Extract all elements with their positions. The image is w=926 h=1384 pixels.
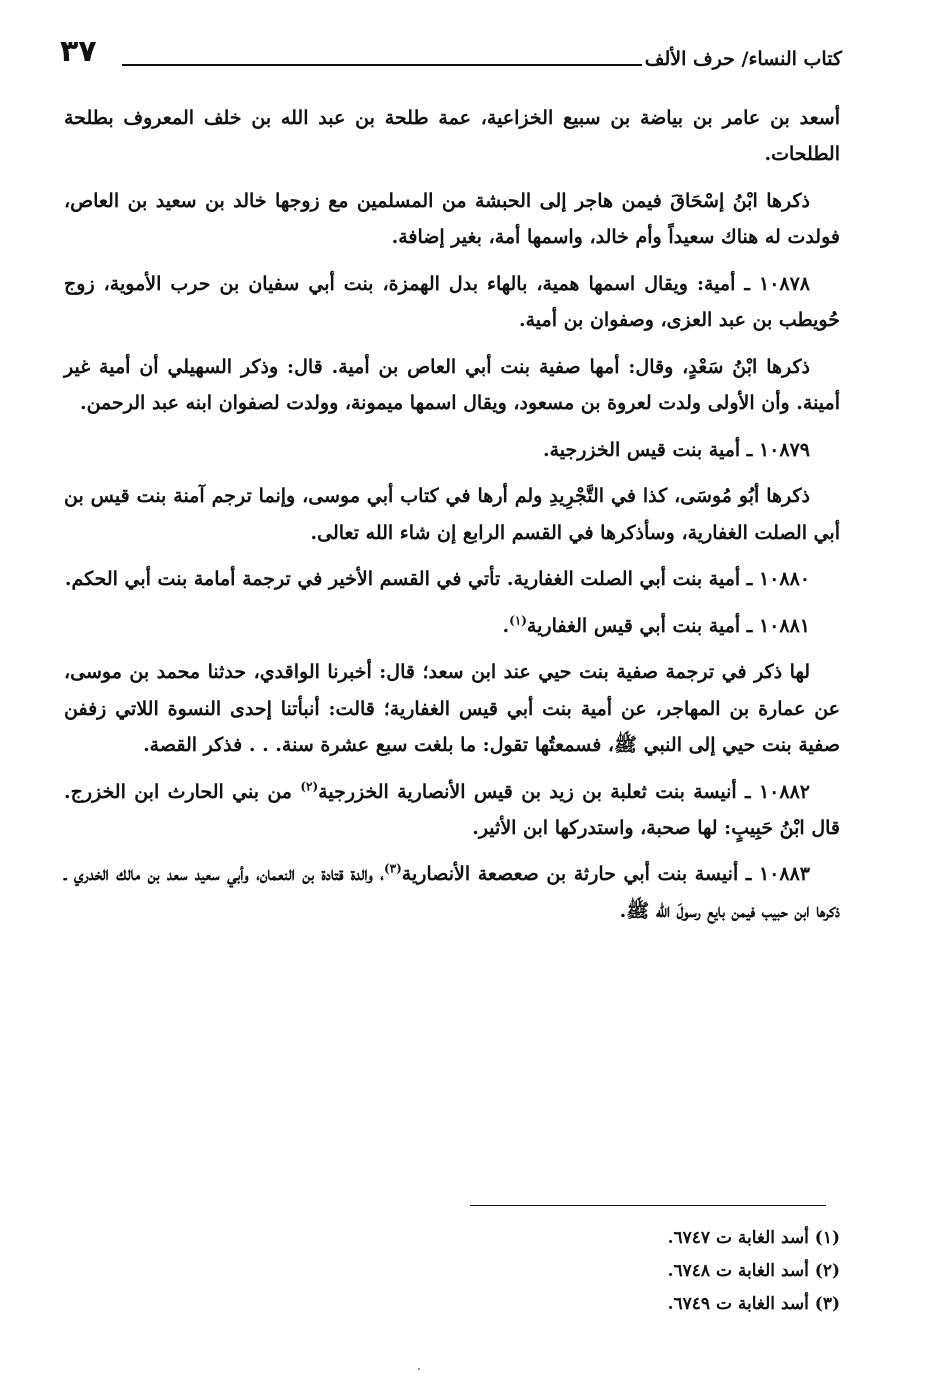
footnote-ref: (٢) (300, 779, 319, 794)
footnote-ref: (٣) (383, 862, 402, 877)
paragraph (64, 183, 840, 256)
entry-10883 (64, 856, 840, 929)
page-number: ٣٧ (60, 34, 97, 69)
entry-text: ، والدة قتادة بن النعمان، وأبي سعيد سعد بن مالك الخدري ـ ذكرها ابن حبيب فيمن بايع رسولَ الله ﷺ. (64, 863, 840, 922)
entry-10880 (64, 561, 840, 597)
footnote-ref: (١) (509, 613, 527, 628)
entry-heading: ١٠٨٨٣ ـ أنيسة بنت أبي حارثة بن صعصعة الأنصارية (401, 863, 810, 886)
footnote-1: (١) أسد الغابة ت ٦٧٤٧. (667, 1228, 840, 1248)
header-rule (122, 64, 642, 66)
paragraph-text: ذكرها ابْنُ سَعْدٍ، وقال: أمها صفية بنت أبي العاص بن أمية. قال: وذكر السهيلي أن أمية غير أمينة. وأن الأولى ولدت لعروة بن مسعود، ويقال اسمها ميمونة، وولدت لصفوان ابنه عبد الرحمن. (64, 355, 840, 415)
body-text (64, 100, 840, 939)
paragraph (64, 654, 840, 763)
page-header (60, 34, 842, 74)
scan-speck (418, 1368, 420, 1370)
entry-10882 (64, 774, 840, 847)
entry-10879 (64, 432, 840, 468)
entry-heading: ١٠٨٧٨ ـ أمية: (696, 272, 811, 295)
paragraph (64, 349, 840, 422)
entry-heading: ١٠٨٧٩ ـ أمية بنت قيس الخزرجية. (542, 438, 810, 461)
paragraph-text: أسعد بن عامر بن بياضة بن سبيع الخزاعية، عمة طلحة بن عبد الله بن خلف المعروف بطلحة الطلحات. (64, 107, 840, 166)
entry-10878 (64, 266, 840, 339)
footnote-2: (٢) أسد الغابة ت ٦٧٤٨. (667, 1261, 840, 1282)
entry-text: . (502, 614, 510, 637)
footnotes (64, 1222, 840, 1321)
entry-text: ويقال اسمها همية، بالهاء بدل الهمزة، بنت أبي سفيان بن حرب الأموية، زوج حُويطب بن عبد العزى، وصفوان بن أمية. (64, 272, 840, 332)
paragraph-text: لها ذكر في ترجمة صفية بنت حيي عند ابن سعد؛ قال: أخبرنا الواقدي، حدثنا محمد بن موسى، عن عمارة بن المهاجر، عن أمية بنت أبي قيس الغفارية؛ قالت: أنبأتنا إحدى النسوة اللاتي زففن صفية بنت حيي إلى النبي ﷺ، فسمعتُها تقول: ما بلغت سبع عشرة سنة. . . فذكر القصة. (64, 661, 840, 757)
entry-heading: ١٠٨٨٠ ـ أمية بنت أبي الصلت الغفارية. (506, 568, 810, 591)
entry-text: من بني الحارث ابن الخزرج. قال ابْنُ حَبِيبٍ: لها صحبة، واستدركها ابن الأثير. (64, 780, 840, 839)
entry-10881 (64, 608, 840, 644)
entry-text: تأتي في القسم الأخير في ترجمة أمامة بنت أبي الحكم. (64, 568, 507, 591)
footnote-3: (٣) أسد الغابة ت ٦٧٤٩. (667, 1294, 840, 1315)
paragraph-text: ذكرها ابْنُ إسْحَاقَ فيمن هاجر إلى الحبشة من المسلمين مع زوجها خالد بن سعيد بن العاص، فولدت له هناك سعيداً وأم خالد، واسمها أمة، بغير إضافة. (64, 189, 840, 249)
paragraph-text: ذكرها أبُو مُوسَى، كذا في التَّجْرِيدِ ولم أرها في كتاب أبي موسى، وإنما ترجم آمنة بنت قيس بن أبي الصلت الغفارية، وسأذكرها في القسم الرابع إن شاء الله تعالى. (64, 485, 840, 544)
paragraph-continuation (64, 100, 840, 173)
running-title: كتاب النساء/ حرف الألف (644, 48, 842, 70)
footnote-rule (470, 1205, 826, 1206)
paragraph (64, 478, 840, 551)
entry-heading: ١٠٨٨٢ ـ أنيسة بنت ثعلبة بن زيد بن قيس الأنصارية الخزرجية (318, 780, 810, 803)
entry-heading: ١٠٨٨١ ـ أمية بنت أبي قيس الغفارية (526, 614, 810, 637)
